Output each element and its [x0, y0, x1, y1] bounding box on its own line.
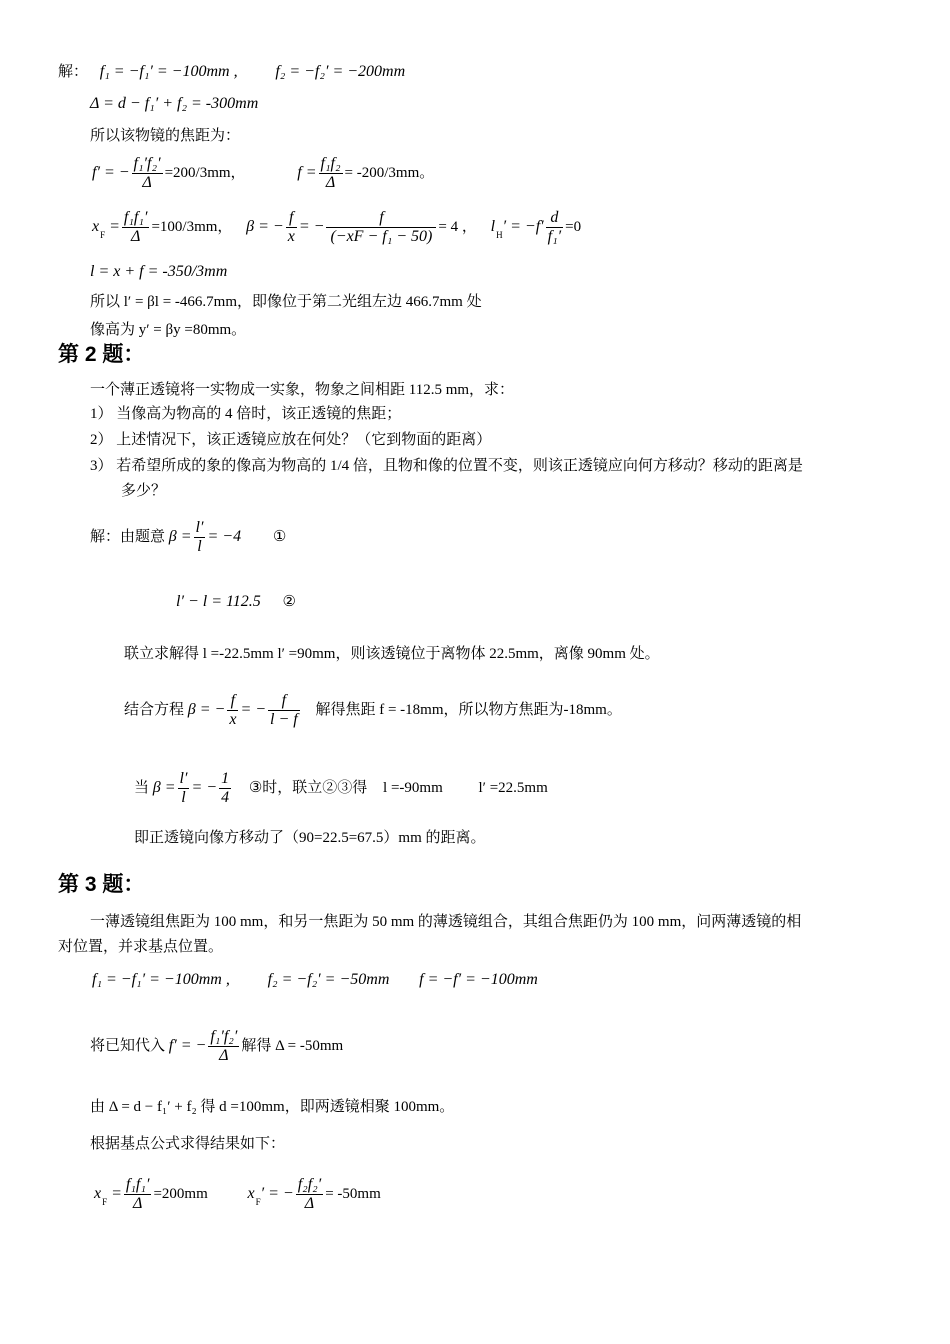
- fraction: $\frac{l'}{l}$: [195, 519, 204, 556]
- q2-item-3-cont: 多少？: [121, 483, 167, 499]
- fraction: $\frac{\text{f₁f₂}}{\Delta}$: [320, 155, 341, 192]
- q2-heading: 第 2 题：: [58, 343, 145, 366]
- fraction: $\frac{f}{x}$: [287, 209, 295, 246]
- sol1-image-height: 像高为 y′ = βy =80mm。: [90, 322, 247, 338]
- sol1-focal-eqs: f′ = − $\frac{\text{f₁′f₂′}}{\Delta}$ =200/3mm， f = $\frac{\text{f₁f₂}}{\Delta}$ = -200/3mm。: [92, 155, 435, 192]
- fraction: $\frac{\text{f₁f₁′}}{\Delta}$: [123, 209, 148, 246]
- q2-eq1: 解：由题意 β = $\frac{l'}{l}$ = −4 ①: [90, 519, 287, 556]
- fraction: $\frac{\text{f₁f₁′}}{\Delta}$: [125, 1176, 150, 1213]
- q2-text: 一个薄正透镜将一实物成一实象，物象之间相距 112.5 mm，求：: [90, 382, 515, 398]
- q2-eq3: 结合方程 β = − $\frac{f}{x}$ = − $\frac{f}{l - f}$ 解得焦距 f = -18mm，所以物方焦距为-18mm。: [124, 692, 622, 729]
- fraction: $\frac{\text{f₂f₂′}}{\Delta}$: [297, 1176, 322, 1213]
- circled-mark: ①: [272, 529, 287, 545]
- q2-conclusion: 即正透镜向像方移动了（90=22.5=67.5）mm 的距离。: [134, 830, 486, 846]
- q2-item-3: 3） 若希望所成的象的像高为物高的 1/4 倍，且物和像的位置不变，则该正透镜应向何方移动？移动的距离是: [90, 458, 803, 474]
- fraction: $\frac{1}{4}$: [221, 770, 230, 807]
- fraction: $\frac{\text{f₁′f₂′}}{\Delta}$: [210, 1028, 238, 1065]
- sol1-delta: Δ = d − f₁′ + f₂ = -300mm: [90, 95, 259, 112]
- q2-eq4: 当 β = $\frac{l'}{l}$ = − $\frac{1}{4}$ ③时，联立②③得 l =-90mm l′ =22.5mm: [134, 770, 548, 807]
- q3-text-2: 对位置，并求基点位置。: [58, 939, 224, 955]
- fraction: $\frac{l'}{l}$: [179, 770, 188, 807]
- q3-text-1: 一薄透镜组焦距为 100 mm，和另一焦距为 50 mm 的薄透镜组合，其组合焦距仍为 100 mm，问两薄透镜的相: [90, 914, 802, 930]
- circled-mark: ②: [282, 594, 296, 610]
- sol1-line1: [58, 62, 405, 82]
- q3-basis-eqs: $x_F$ = $\frac{\text{f₁f₁′}}{\Delta}$ =200mm $x_F'$ = − $\frac{\text{f₂f₂′}}{\Delta}$ = -50mm: [94, 1176, 381, 1213]
- q2-eq2: l′ − l = 112.5 ②: [176, 593, 296, 610]
- equation: f₁ = −f₁′ = −100mm ,: [99, 63, 238, 80]
- sol1-basis-eqs: $x_F$ = $\frac{\text{f₁f₁′}}{\Delta}$ =100/3mm， β = − $\frac{f}{x}$ = − $\frac{f}{\text{(−xF − f₁ − 50)}}$ = 4 ， $l_H' = -f'$ $\frac{d}{\text{f₁′}}$ =0: [92, 209, 582, 246]
- q2-item-2: 2） 上述情况下，该正透镜应放在何处？（它到物面的距离）: [90, 432, 492, 448]
- equation: f₂ = −f₂′ = −200mm: [275, 63, 406, 80]
- q2-combine: 联立求解得 l =-22.5mm l′ =90mm，则该透镜位于离物体 22.5mm，离像 90mm 处。: [124, 646, 660, 662]
- fraction: $\frac{f}{\text{(−xF − f₁ − 50)}}$: [326, 209, 436, 246]
- q3-basis-text: 根据基点公式求得结果如下：: [90, 1136, 286, 1152]
- sol1-l: l = x + f = -350/3mm: [90, 263, 228, 280]
- sol1-text: 所以该物镜的焦距为：: [90, 128, 241, 144]
- fraction: $\frac{f}{l - f}$: [270, 692, 298, 729]
- solve-label: 解：: [58, 64, 89, 80]
- q2-item-1: 1） 当像高为物高的 4 倍时，该正透镜的焦距；: [90, 406, 402, 422]
- q3-substitute: 将已知代入 f′ = − $\frac{\text{f₁′f₂′}}{\Delta}$ 解得 Δ = -50mm: [90, 1028, 344, 1065]
- q3-distance: 由 Δ = d − f₁′ + f₂ 得 d =100mm，即两透镜相聚 100mm。: [90, 1099, 455, 1115]
- fraction: $\frac{\text{f₁′f₂′}}{\Delta}$: [133, 155, 161, 192]
- fraction: $\frac{d}{\text{f₁′}}$: [547, 209, 562, 246]
- q3-given: f₁ = −f₁′ = −100mm , f₂ = −f₂′ = −50mm f = −f′ = −100mm: [92, 971, 538, 988]
- fraction: $\frac{f}{x}$: [229, 692, 237, 729]
- q3-heading: 第 3 题：: [58, 873, 145, 896]
- sol1-image-position: 所以 l′ = βl = -466.7mm，即像位于第二光组左边 466.7mm 处: [90, 294, 482, 310]
